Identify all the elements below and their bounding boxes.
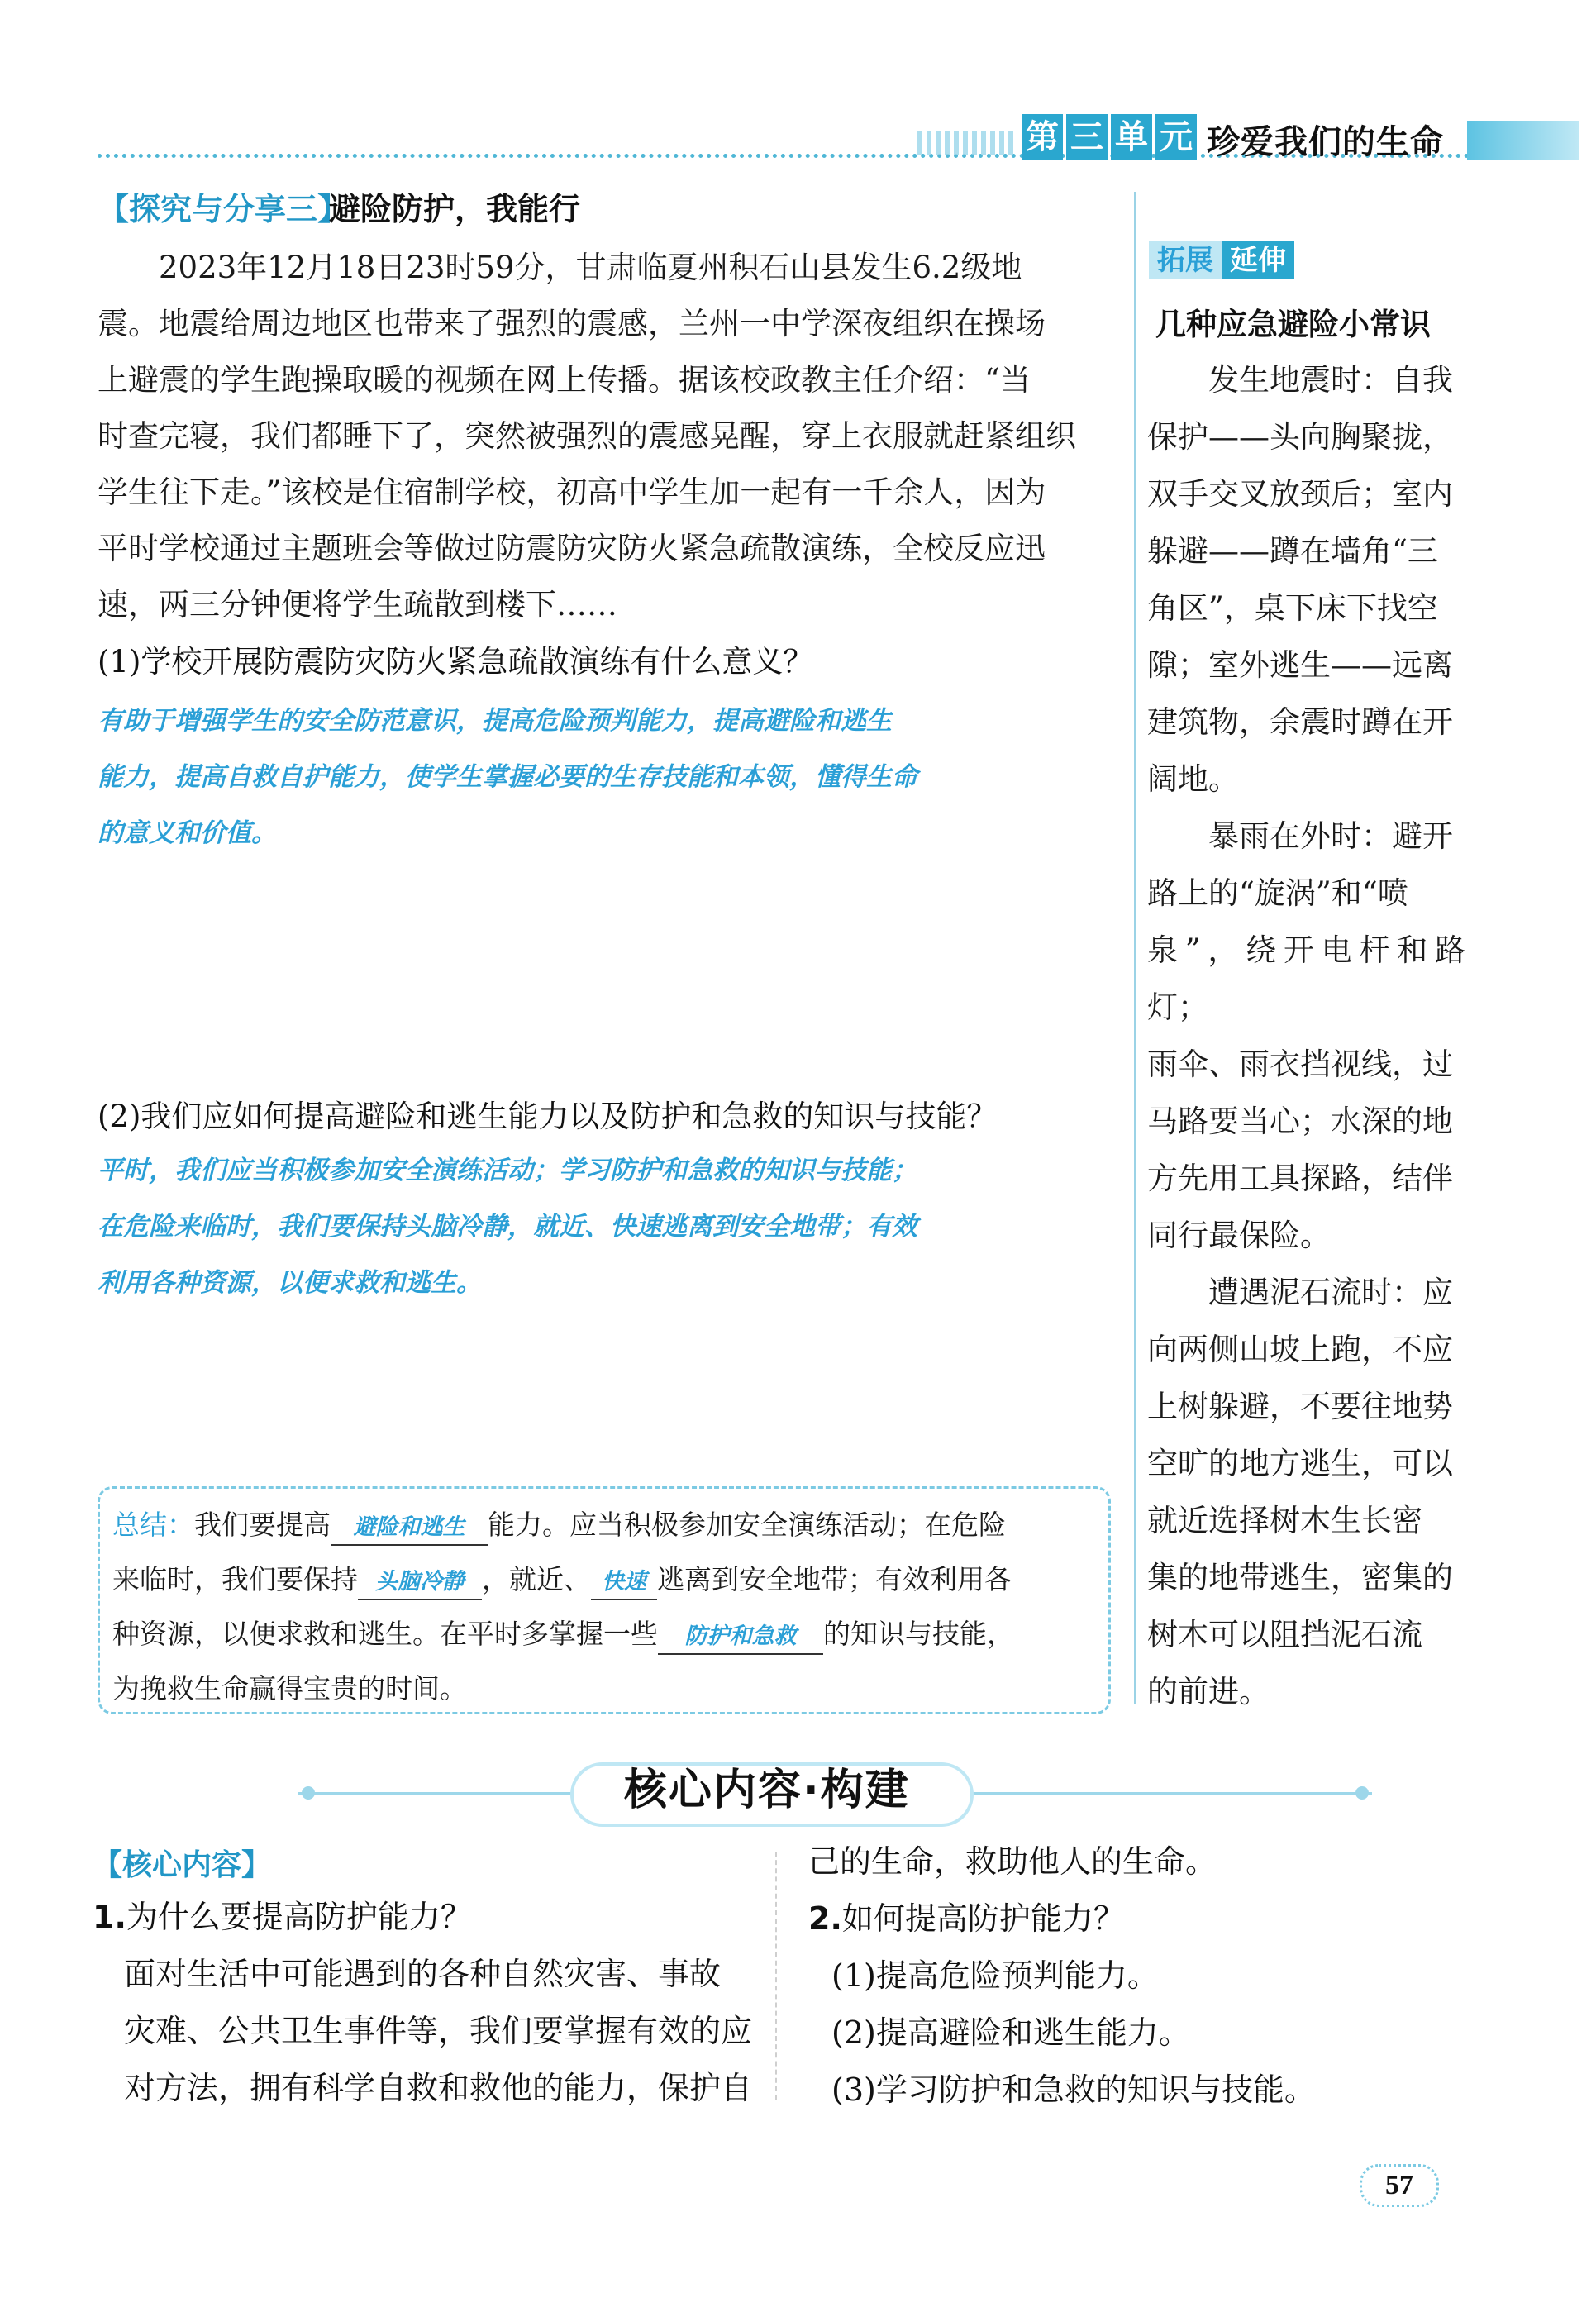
core-item-2-heading	[808, 1890, 1552, 1948]
passage-line: 上避震的学生跑操取暖的视频在网上传播。据该校政教主任介绍：“当	[98, 362, 1031, 398]
core-line: 己的生命，救助他人的生命。	[808, 1843, 1217, 1880]
sidebar-line: 双手交叉放颈后；室内	[1147, 476, 1453, 512]
sidebar-line: 保护——头向胸聚拢，	[1147, 419, 1453, 455]
sidebar-title: 几种应急避险小常识	[1155, 307, 1431, 342]
item-title: 如何提高防护能力？	[841, 1900, 1125, 1937]
sidebar-line: 暴雨在外时：避开	[1208, 818, 1453, 854]
sidebar-line: 躲避——蹲在墙角“三	[1147, 533, 1438, 569]
summary-text-part: ，就近、	[482, 1563, 591, 1595]
answer-2	[98, 1142, 1122, 1311]
item-number: 2.	[808, 1900, 842, 1937]
sidebar-line: 建筑物，余震时蹲在开	[1147, 704, 1453, 740]
sidebar-line: 方先用工具探路，结伴	[1147, 1161, 1453, 1196]
column-divider	[775, 1852, 777, 2100]
sidebar-line: 就近选择树木生长密	[1147, 1503, 1422, 1538]
unit-title-bar	[1467, 121, 1579, 160]
summary-text-part: 来临时，我们要保持	[112, 1563, 358, 1595]
fill-blank-4: 防护和急救	[658, 1620, 823, 1655]
passage	[98, 240, 1122, 633]
sidebar-badge-right: 延伸	[1222, 241, 1294, 279]
summary-line	[112, 1498, 1101, 1552]
sidebar-line: 路上的“旋涡”和“喷	[1147, 875, 1408, 911]
summary-line	[112, 1607, 1101, 1661]
sidebar-line: 遭遇泥石流时：应	[1208, 1275, 1453, 1310]
sidebar-line: 阔地。	[1147, 761, 1239, 797]
sidebar-line: 泉”，绕开电杆和路灯；	[1147, 932, 1465, 1025]
page-number: 57	[1360, 2164, 1439, 2207]
passage-line: 平时学校通过主题班会等做过防震防灾防火紧急疏散演练，全校反应迅	[98, 531, 1046, 566]
sidebar-line: 雨伞、雨衣挡视线，过	[1147, 1046, 1453, 1082]
summary-text-part: 种资源，以便求救和逃生。在平时多掌握一些	[112, 1618, 658, 1650]
unit-char: 元	[1155, 114, 1197, 160]
summary-text-part: 能力。应当积极参加安全演练活动；在危险	[488, 1509, 1006, 1541]
header-stripes	[917, 131, 1017, 155]
sidebar-badge	[1149, 241, 1294, 279]
summary-text-part: 逃离到安全地带；有效利用各	[657, 1563, 1012, 1595]
sidebar-line: 隙；室外逃生——远离	[1147, 647, 1453, 683]
core-item-1	[93, 1889, 754, 2117]
sidebar-line: 的前进。	[1147, 1674, 1270, 1709]
summary-label: 总结：	[112, 1509, 194, 1541]
fill-blank-3: 快速	[591, 1566, 657, 1600]
answer-line: 的意义和价值。	[98, 818, 277, 848]
passage-line: 学生往下走。”该校是住宿制学校，初高中学生加一起有一千余人，因为	[98, 474, 1046, 510]
sidebar-line: 空旷的地方逃生，可以	[1147, 1446, 1453, 1481]
core-tag: 【核心内容】	[93, 1848, 272, 1882]
answer-line: 能力，提高自救自护能力，使学生掌握必要的生存技能和本领，懂得生命	[98, 762, 917, 792]
summary-line	[112, 1552, 1101, 1607]
question-1: (1)学校开展防震防灾防火紧急疏散演练有什么意义？	[98, 644, 814, 679]
core-line: 灾难、公共卫生事件等，我们要掌握有效的应	[124, 2013, 753, 2049]
summary-line: 为挽救生命赢得宝贵的时间。	[112, 1672, 467, 1704]
sidebar-badge-left: 拓展	[1149, 241, 1222, 279]
answer-1	[98, 693, 1122, 861]
sidebar-line: 集的地带逃生，密集的	[1147, 1560, 1453, 1595]
sidebar-line: 向两侧山坡上跑，不应	[1147, 1332, 1453, 1367]
sidebar-line: 马路要当心；水深的地	[1147, 1104, 1453, 1139]
summary-text	[112, 1498, 1101, 1716]
passage-line: 时查完寝，我们都睡下了，突然被强烈的震感晃醒，穿上衣服就赶紧组织	[98, 418, 1076, 454]
sidebar-divider	[1134, 192, 1136, 1704]
sidebar-text	[1147, 351, 1465, 1720]
core-item-1-heading	[93, 1889, 754, 1946]
sidebar-line: 同行最保险。	[1147, 1218, 1331, 1253]
answer-line: 利用各种资源，以便求救和逃生。	[98, 1268, 482, 1298]
sidebar-line: 发生地震时：自我	[1208, 362, 1453, 398]
unit-char: 三	[1066, 114, 1108, 160]
unit-char: 第	[1022, 114, 1063, 160]
core-line: (3)学习防护和急救的知识与技能。	[831, 2071, 1316, 2108]
unit-char: 单	[1111, 114, 1152, 160]
section-tag: 【探究与分享三】	[98, 191, 350, 227]
item-number: 1.	[93, 1899, 126, 1935]
passage-line: 速，两三分钟便将学生疏散到楼下……	[98, 587, 617, 622]
sidebar-line: 上树躲避，不要往地势	[1147, 1389, 1453, 1424]
summary-text-part: 我们要提高	[194, 1509, 331, 1541]
core-line: 面对生活中可能遇到的各种自然灾害、事故	[124, 1956, 722, 1992]
summary-text-part: 的知识与技能，	[823, 1618, 1014, 1650]
sidebar-line: 角区”，桌下床下找空	[1147, 590, 1438, 626]
banner-dot	[1355, 1786, 1369, 1800]
sidebar-line: 树木可以阻挡泥石流	[1147, 1617, 1422, 1652]
answer-line: 有助于增强学生的安全防范意识，提高危险预判能力，提高避险和逃生	[98, 706, 892, 736]
answer-line: 在危险来临时，我们要保持头脑冷静，就近、快速逃离到安全地带；有效	[98, 1212, 917, 1242]
core-line: (2)提高避险和逃生能力。	[831, 2014, 1190, 2051]
unit-badge	[1022, 114, 1197, 162]
question-2: (2)我们应如何提高避险和逃生能力以及防护和急救的知识与技能？	[98, 1099, 998, 1134]
banner-title: 核心内容·构建	[624, 1766, 910, 1815]
passage-line: 震。地震给周边地区也带来了强烈的震感，兰州一中学深夜组织在操场	[98, 306, 1046, 341]
answer-line: 平时，我们应当积极参加安全演练活动；学习防护和急救的知识与技能；	[98, 1156, 917, 1185]
fill-blank-1: 避险和逃生	[331, 1511, 488, 1546]
item-title: 为什么要提高防护能力？	[126, 1899, 472, 1935]
section-title: 避险防护，我能行	[329, 191, 581, 227]
banner-dot	[302, 1786, 315, 1800]
unit-title: 珍爱我们的生命	[1207, 123, 1444, 161]
fill-blank-2: 头脑冷静	[358, 1566, 482, 1600]
core-line: (1)提高危险预判能力。	[831, 1957, 1159, 1994]
core-line: 对方法，拥有科学自救和救他的能力，保护自	[124, 2070, 753, 2106]
passage-line: 2023年12月18日23时59分，甘肃临夏州积石山县发生6.2级地	[159, 250, 1022, 285]
core-item-2	[808, 1833, 1552, 2119]
